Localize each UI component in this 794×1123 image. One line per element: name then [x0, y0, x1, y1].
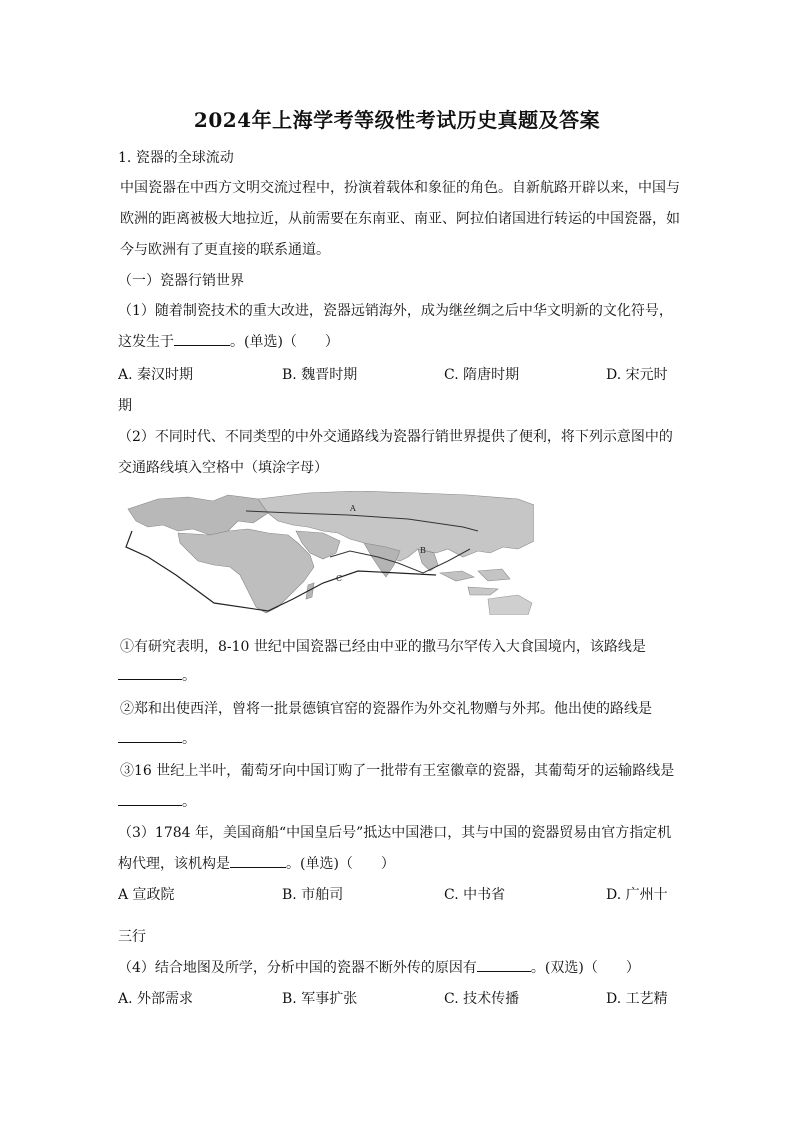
sub4-option-d: D. 工艺精	[606, 991, 668, 1007]
sub3-option-c: C. 中书省	[444, 887, 506, 903]
sub1-stem-line-2	[118, 331, 339, 351]
sub1-stem-line-1: （1）随着制瓷技术的重大改进，瓷器远销海外，成为继丝绸之后中华文明新的文化符号，	[118, 303, 673, 319]
sub1-option-d-wrap: 期	[118, 398, 132, 414]
sub1-option-d: D. 宋元时	[606, 367, 668, 383]
page-title: 2024年上海学考等级性考试历史真题及答案	[193, 108, 601, 132]
sub3-stem-pre: 构代理，该机构是	[118, 856, 230, 872]
sub2-stem-line-2: 交通路线填入空格中（填涂字母）	[118, 460, 328, 476]
sub4-option-b: B. 军事扩张	[282, 991, 358, 1007]
sub3-stem-line-2	[118, 853, 395, 873]
route-label-c: C	[336, 574, 343, 583]
section-heading: （一）瓷器行销世界	[118, 273, 244, 289]
sub4-option-c: C. 技术传播	[444, 991, 520, 1007]
sub1-option-b: B. 魏晋时期	[282, 367, 358, 383]
sub1-option-a: A. 秦汉时期	[118, 367, 194, 383]
period: 。	[182, 794, 196, 810]
sub3-stem-post: 。(单选)（ ）	[286, 856, 395, 872]
sub4-stem	[118, 957, 640, 977]
question-heading: 1. 瓷器的全球流动	[118, 150, 234, 166]
answer-blank[interactable]	[477, 959, 531, 972]
route-label-b: B	[420, 546, 426, 555]
sub1-stem-pre: 这发生于	[118, 334, 174, 350]
intro-line-1: 中国瓷器在中西方文明交流过程中，扮演着载体和象征的角色。自新航路开辟以来，中国与	[120, 180, 680, 196]
sub3-option-d-wrap: 三行	[118, 929, 146, 945]
intro-line-2: 欧洲的距离被极大地拉近，从前需要在东南亚、南亚、阿拉伯诸国进行转运的中国瓷器，如	[120, 211, 680, 227]
period: 。	[182, 668, 196, 684]
route-label-a: A	[350, 504, 356, 513]
answer-blank[interactable]	[230, 855, 286, 868]
route-answer-2	[118, 728, 196, 748]
sub4-stem-pre: （4）结合地图及所学，分析中国的瓷器不断外传的原因有	[118, 960, 477, 976]
sub4-stem-post: 。(双选)（ ）	[530, 960, 640, 976]
route-answer-1	[118, 665, 196, 685]
sub1-option-c: C. 隋唐时期	[444, 367, 520, 383]
trade-route-map	[118, 491, 534, 615]
period: 。	[182, 731, 196, 747]
route-answer-3	[118, 791, 196, 811]
answer-blank[interactable]	[174, 333, 230, 346]
answer-blank[interactable]	[118, 730, 182, 743]
sub2-stem-line-1: （2）不同时代、不同类型的中外交通路线为瓷器行销世界提供了便利，将下列示意图中的	[118, 429, 673, 445]
sub3-option-a: A 宣政院	[118, 887, 175, 903]
answer-blank[interactable]	[118, 667, 182, 680]
sub3-option-d: D. 广州十	[606, 887, 668, 903]
route-question-1: ①有研究表明，8-10 世纪中国瓷器已经由中亚的撒马尔罕传入大食国境内，该路线是	[120, 639, 646, 655]
intro-line-3: 今与欧洲有了更直接的联系通道。	[120, 242, 330, 258]
sub4-option-a: A. 外部需求	[118, 991, 194, 1007]
route-question-3: ③16 世纪上半叶，葡萄牙向中国订购了一批带有王室徽章的瓷器，其葡萄牙的运输路线是	[120, 763, 675, 779]
sub1-stem-post: 。(单选)（ ）	[230, 334, 339, 350]
sub3-stem-line-1: （3）1784 年，美国商船“中国皇后号”抵达中国港口，其与中国的瓷器贸易由官方指定机	[118, 825, 672, 841]
route-question-2: ②郑和出使西洋，曾将一批景德镇官窑的瓷器作为外交礼物赠与外邦。他出使的路线是	[120, 701, 652, 717]
sub3-option-b: B. 市舶司	[282, 887, 344, 903]
answer-blank[interactable]	[118, 793, 182, 806]
